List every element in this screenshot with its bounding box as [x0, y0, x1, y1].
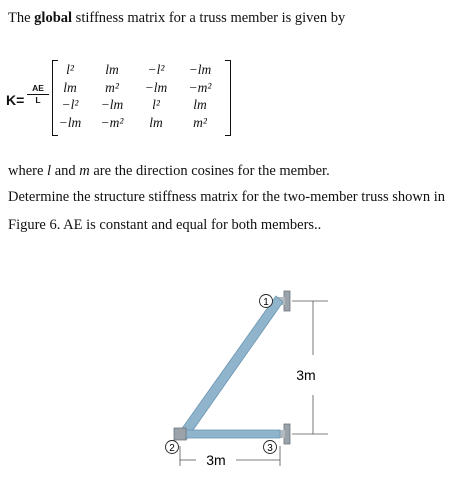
m-symbol: m [79, 163, 90, 179]
intro-text: The global stiffness matrix for a truss member is given by [8, 10, 346, 26]
matrix-cell-r1c3: −l² [147, 62, 165, 77]
matrix-cell-r1c2: lm [105, 62, 119, 77]
matrix-cell-r4c1: −lm [58, 115, 82, 130]
node-label-1-text: 1 [263, 297, 269, 308]
determine-text-line1: Determine the structure stiffness matrix for the two-member truss shown in [8, 189, 446, 205]
node-label-2-text: 2 [169, 443, 175, 454]
k-label: K= [6, 92, 25, 108]
node-label-1 [260, 295, 273, 309]
node-label-2 [166, 441, 179, 455]
matrix-cell-r3c3: l² [152, 97, 160, 112]
node-label-3-text: 3 [267, 443, 273, 454]
matrix-cell-r2c3: −lm [144, 80, 168, 95]
matrix-cell-r1c1: l² [66, 62, 74, 77]
matrix-cell-r3c4: lm [193, 97, 207, 112]
fraction-numerator: AE [27, 83, 49, 95]
horizontal-dimension-label: 3m [206, 452, 226, 468]
node-label-3 [264, 441, 277, 455]
matrix-cell-r4c4: m² [193, 115, 207, 130]
fraction-denominator: L [35, 95, 41, 105]
intro-bold: global [34, 10, 73, 26]
matrix-cell-r4c2: −m² [100, 115, 124, 130]
determine-text-line2: Figure 6. AE is constant and equal for both members.. [8, 217, 322, 233]
matrix-cell-r2c1: lm [63, 80, 77, 95]
joint-node-2 [174, 428, 186, 440]
matrix-cell-r3c2: −lm [100, 97, 124, 112]
matrix-cell-r4c3: lm [149, 115, 163, 130]
matrix-cell-r2c4: −m² [188, 80, 212, 95]
vertical-dimension-label: 3m [296, 367, 316, 383]
matrix-cell-r2c2: m² [105, 80, 119, 95]
where-text: where l and m are the direction cosines for the member. [8, 163, 330, 179]
member-horizontal [180, 430, 280, 438]
matrix-cell-r1c4: −lm [188, 62, 212, 77]
l-symbol: l [47, 163, 52, 179]
member-diagonal [178, 296, 283, 440]
matrix-cell-r3c1: −l² [61, 97, 79, 112]
